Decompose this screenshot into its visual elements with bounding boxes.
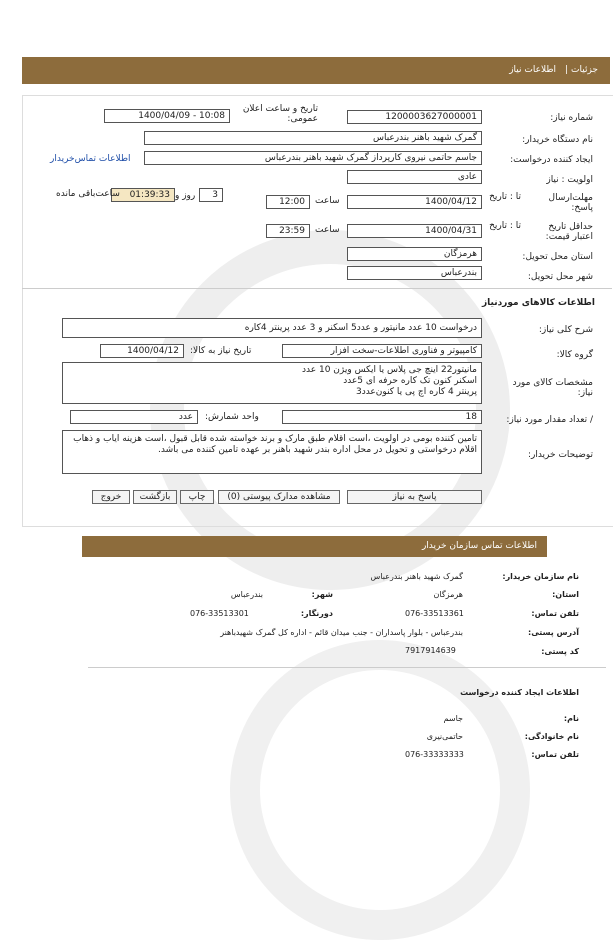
contact-postal-label: کد پستی: [541,647,579,656]
days-label: روز و [175,191,196,201]
city-field: بندرعباس [347,266,482,280]
validity-time-field: 23:59 [266,224,310,238]
city-label: شهر محل تحویل: [527,272,593,282]
contact-phone-label: تلفن تماس: [531,609,579,618]
deadline-until-label: تا : تاریخ [489,192,521,202]
contact-province-value: هرمزگان [433,590,463,599]
contact-address-value: بندرعباس - بلوار پاسداران - جنب میدان قائم - اداره کل گمرک شهیدباهنر [220,628,463,637]
reply-button[interactable]: پاسخ به نیاز [347,490,482,504]
buyer-contact-link[interactable]: اطلاعات تماس‌خریدار [50,154,131,164]
qty-label: / تعداد مقدار مورد نیاز: [506,415,593,425]
deadline-time-field: 12:00 [266,195,310,209]
province-label: استان محل تحویل: [522,252,593,262]
deadline-date-field: 1400/04/12 [347,195,482,209]
unit-label: واحد شمارش: [205,412,259,422]
deadline-label: مهلت‌ارسال پاسخ: [548,193,593,213]
need-number-label: شماره نیاز: [550,113,593,123]
summary-label: شرح کلی نیاز: [538,325,593,335]
watermark-ring-lower [230,640,530,940]
contact-province-label: استان: [552,590,579,599]
validity-until-label: تا : تاریخ [489,221,521,231]
qty-field: 18 [282,410,482,424]
goods-group-field: کامپیوتر و فناوری اطلاعات-سخت افزار [282,344,482,358]
creator-family-label: نام خانوادگی: [524,732,579,741]
goods-title: اطلاعات کالاهای موردنیاز [481,298,595,308]
deadline-time-label: ساعت [315,196,340,206]
specs-line: اسکنر کنون تک کاره حرفه ای 5عدد [343,376,477,386]
notes-label: توضیحات خریدار: [527,450,593,460]
days-left-field: 3 [199,188,223,202]
contact-city-label: شهر: [311,590,333,599]
back-button[interactable]: بازگشت [133,490,177,504]
notes-field: تامین کننده بومی در اولویت ،است اقلام طبق مارک و برند خواسته شده قابل قبول ،است هزینه ایاب و ذهاب اقلام درخواستی و تحویل در محل اداره بندر شهید باهنر بر عهده تامین کننده می باشد. [62,430,482,474]
breadcrumb-need-info[interactable]: اطلاعات نیاز [509,65,556,75]
creator-name-value: جاسم [443,714,463,723]
contact-header [82,536,547,557]
creator-phone-label: تلفن تماس: [531,750,579,759]
creator-name-label: نام: [563,714,579,723]
buyer-label: نام دستگاه خریدار: [522,135,593,145]
attachments-button[interactable]: مشاهده مدارک پیوستی (0) [218,490,340,504]
summary-field: درخواست 10 عدد مانیتور و عدد5 اسکنر و 3 عدد پرینتر 4کاره [62,318,482,338]
divider [88,667,606,668]
contact-title: اطلاعات تماس سازمان خریدار [421,541,537,551]
breadcrumb-separator: | [564,65,568,75]
announce-field: 1400/04/09 - 10:08 [104,109,230,123]
need-date-label: تاریخ نیاز به کالا: [190,346,252,356]
province-field: هرمزگان [347,247,482,261]
need-number-field: 1200003627000001 [347,110,482,124]
breadcrumb [22,57,610,84]
validity-label: حداقل تاریخ اعتبار قیمت: [545,222,593,242]
creator-phone-value: 076-33333333 [405,750,464,759]
contact-phone-value: 076-33513361 [405,609,464,618]
need-date-field: 1400/04/12 [100,344,184,358]
time-left-field: 01:39:33 [111,188,175,202]
priority-field: عادی [347,170,482,184]
specs-field [62,362,482,404]
contact-fax-label: دورنگار: [300,609,333,618]
contact-org-value: گمرک شهید باهنر بندرعباس [370,572,463,581]
creator-title: اطلاعات ایجاد کننده درخواست [460,688,579,697]
specs-line: پرینتر 4 کاره اچ پی یا کنون‌عدد3 [355,387,477,397]
print-button[interactable]: چاپ [180,490,214,504]
contact-address-label: آدرس پستی: [528,628,579,637]
time-left-label: ساعت‌باقی مانده [56,189,120,199]
unit-field: عدد [70,410,198,424]
validity-time-label: ساعت [315,225,340,235]
announce-label: تاریخ و ساعت اعلان عمومی: [242,104,318,124]
breadcrumb-details[interactable]: جزئیات [571,65,598,75]
creator-label: ایجاد کننده درخواست: [510,155,593,165]
contact-org-label: نام سازمان خریدار: [502,572,579,581]
contact-fax-value: 076-33513301 [190,609,249,618]
creator-family-value: حاتمی‌نیری [426,732,463,741]
goods-group-label: گروه کالا: [556,350,593,360]
validity-date-field: 1400/04/31 [347,224,482,238]
priority-label: اولویت : نیاز [546,175,593,185]
contact-city-value: بندرعباس [230,590,263,599]
exit-button[interactable]: خروج [92,490,130,504]
specs-label: مشخصات کالای مورد نیاز: [512,378,593,398]
contact-postal-value: 7917914639 [405,646,456,655]
divider [22,288,612,289]
creator-field: جاسم حاتمی نیروی کارپرداز گمرک شهید باهنر بندرعباس [144,151,482,165]
buyer-field: گمرک شهید باهنر بندرعباس [144,131,482,145]
specs-line: مانیتور22 اینچ جی پلاس یا ایکس ویژن 10 عدد [302,365,477,375]
